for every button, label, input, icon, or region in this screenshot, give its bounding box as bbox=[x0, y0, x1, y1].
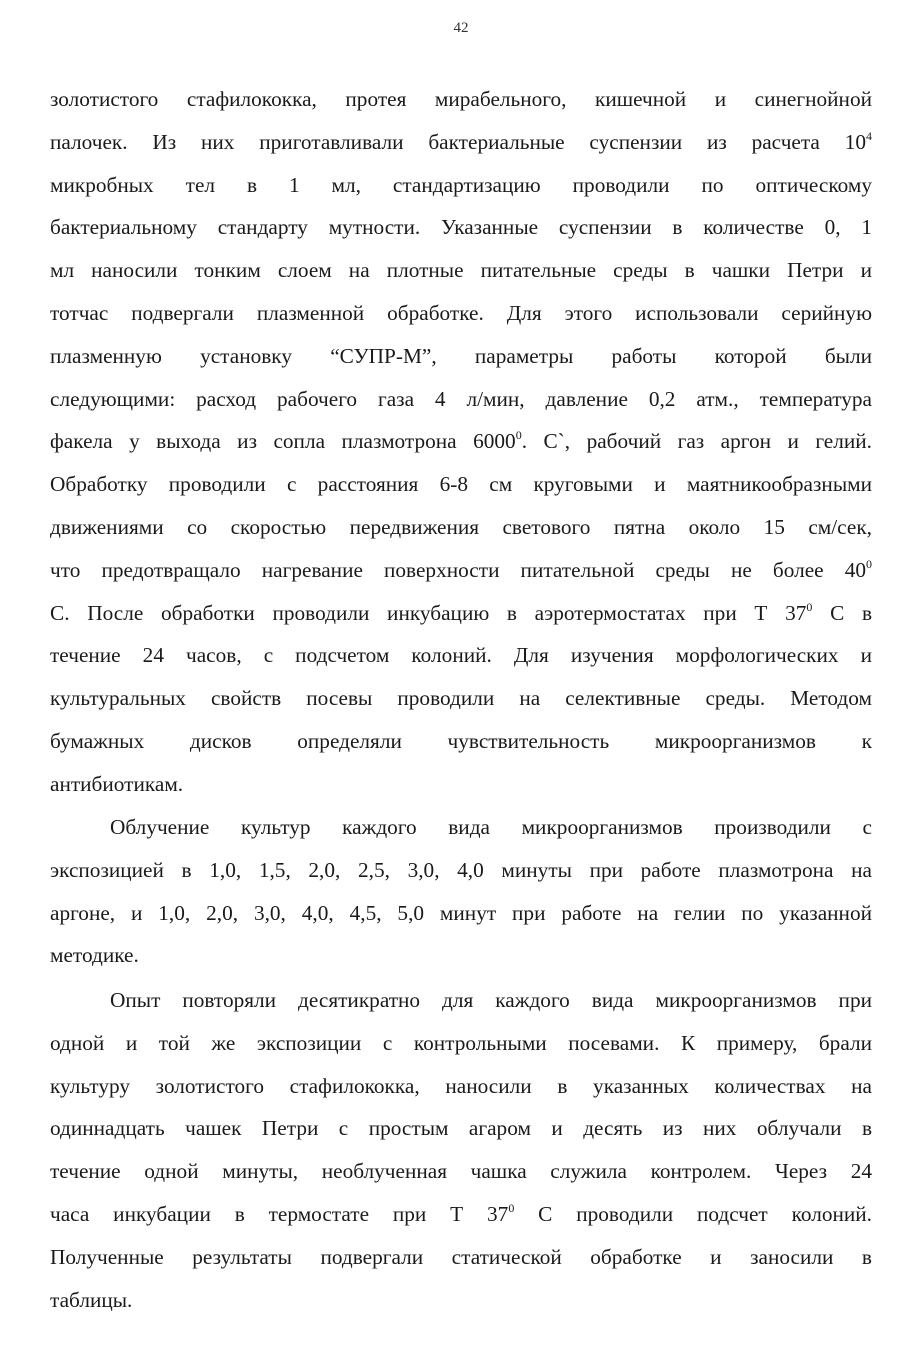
text-line: течение 24 часов, с подсчетом колоний. Для изучения морфологических и bbox=[50, 643, 872, 668]
text-line: Облучение культур каждого вида микроорганизмов производили с bbox=[110, 815, 872, 839]
text-line: С. После обработки проводили инкубацию в аэротермостатах при Т $37^0$ С в bbox=[50, 599, 873, 625]
text-line: одной и той же экспозиции с контрольными посевами. К примеру, брали bbox=[50, 1030, 872, 1055]
text-line: Полученные результаты подвергали статической обработке и заносили в bbox=[50, 1244, 872, 1269]
text-line: бактериальному стандарту мутности. Указанные суспензии в количестве 0, 1 bbox=[50, 215, 872, 240]
text-line: что предотвращало нагревание поверхности питательной среды не более $40^0$ bbox=[50, 556, 872, 582]
text-line: культуральных свойств посевы проводили на селективные среды. Методом bbox=[50, 686, 872, 711]
paragraph-experiment bbox=[50, 979, 872, 1321]
text-line: культуру золотистого стафилококка, наносили в указанных количествах на bbox=[50, 1073, 872, 1098]
text-line: движениями со скоростью передвижения светового пятна около 15 см/сек, bbox=[50, 514, 872, 539]
text-line: одиннадцать чашек Петри с простым агаром и десять из них облучали в bbox=[50, 1116, 872, 1141]
text-line: мл наносили тонким слоем на плотные питательные среды в чашки Петри и bbox=[50, 258, 872, 283]
text-line: бумажных дисков определяли чувствительность микроорганизмов к bbox=[50, 728, 872, 753]
text-line: методике. bbox=[50, 943, 139, 968]
text-line: антибиотикам. bbox=[50, 771, 184, 796]
text-line: микробных тел в 1 мл, стандартизацию проводили по оптическому bbox=[50, 172, 872, 197]
text-line: таблицы. bbox=[50, 1287, 133, 1312]
paragraph-methods bbox=[50, 78, 872, 806]
text-line: течение одной минуты, необлученная чашка служила контролем. Через 24 bbox=[50, 1159, 872, 1184]
superscript: 0 bbox=[806, 599, 813, 614]
text-line: тотчас подвергали плазменной обработке. Для этого использовали серийную bbox=[50, 300, 872, 325]
text-line: Опыт повторяли десятикратно для каждого вида микроорганизмов при bbox=[110, 988, 872, 1012]
text-line: Обработку проводили с расстояния 6-8 см круговыми и маятникообразными bbox=[50, 472, 872, 497]
superscript: 0 bbox=[508, 1200, 515, 1215]
page-number: 42 bbox=[453, 20, 469, 36]
superscript: 4 bbox=[866, 128, 872, 143]
superscript: 0 bbox=[866, 556, 872, 571]
text-line: часа инкубации в термостате при Т $37^0$ С проводили подсчет колоний. bbox=[50, 1200, 873, 1226]
text-line: плазменную установку “СУПР-М”, параметры работы которой были bbox=[50, 343, 872, 368]
superscript: 0 bbox=[515, 428, 522, 443]
paragraph-irradiation bbox=[50, 806, 872, 977]
text-line: экспозицией в 1,0, 1,5, 2,0, 2,5, 3,0, 4,0 минуты при работе плазмотрона на bbox=[50, 857, 872, 882]
text-line: золотистого стафилококка, протея мирабельного, кишечной и синегнойной bbox=[50, 87, 872, 111]
text-line: следующими: расход рабочего газа 4 л/мин, давление 0,2 атм., температура bbox=[50, 386, 872, 411]
text-line: факела у выхода из сопла плазмотрона 6000$^0$. С`, рабочий газ аргон и гелий. bbox=[50, 428, 872, 454]
text-line: палочек. Из них приготавливали бактериальные суспензии из расчета $10^4$ bbox=[50, 128, 872, 154]
text-line: аргоне, и 1,0, 2,0, 3,0, 4,0, 4,5, 5,0 минут при работе на гелии по указанной bbox=[50, 900, 872, 925]
